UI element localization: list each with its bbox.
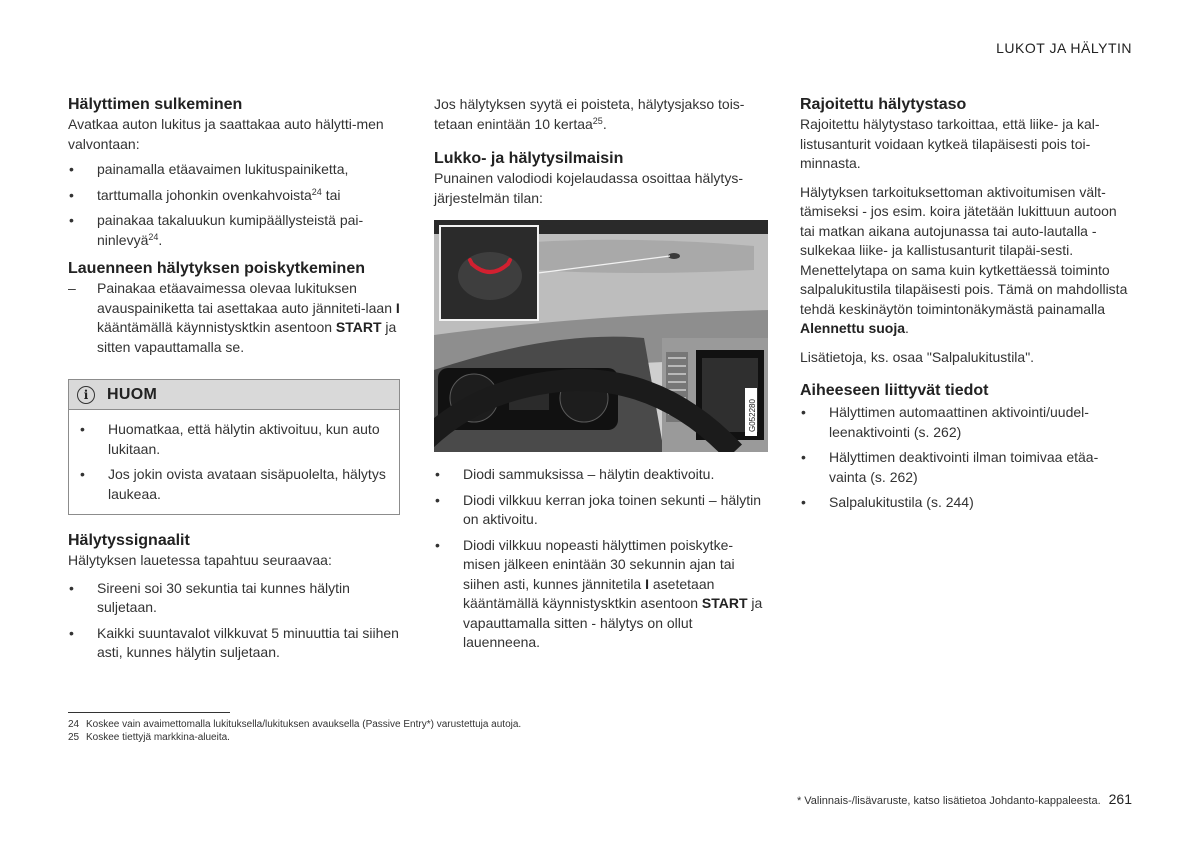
related-links-list xyxy=(800,403,1134,513)
column-middle xyxy=(434,95,768,659)
bullet-list xyxy=(68,160,400,250)
dashboard-illustration xyxy=(434,220,768,452)
bullet-list xyxy=(434,465,768,653)
related-link[interactable]: • Hälyttimen automaattinen aktivointi/uudel-leenaktivointi (s. 262) xyxy=(800,403,1134,442)
list-item: • Huomatkaa, että hälytin aktivoituu, kun auto lukitaan. xyxy=(79,420,387,459)
section-title-reduced-level: Rajoitettu hälytystaso xyxy=(800,96,967,113)
list-item: • Jos jokin ovista avataan sisäpuolelta, hälytys laukeaa. xyxy=(79,465,387,504)
section-intro: Hälytyksen lauetessa tapahtuu seuraavaa: xyxy=(68,552,332,568)
footnotes xyxy=(68,712,521,744)
info-icon: i xyxy=(77,386,95,404)
footnote: 25 Koskee tiettyjä markkina-alueita. xyxy=(68,732,230,743)
note-title: HUOM xyxy=(107,385,158,403)
footer-note: * Valinnais-/lisävaruste, katso lisätietoa Johdanto-kappaleesta. xyxy=(796,795,1101,807)
section-title-alarm-off: Hälyttimen sulkeminen xyxy=(68,96,243,113)
footnote-ref: 24 xyxy=(148,231,159,242)
related-link[interactable]: • Salpalukitustila (s. 244) xyxy=(800,493,1134,513)
section-title-related-info: Aiheeseen liittyvät tiedot xyxy=(800,382,989,399)
section-title-triggered-alarm-off: Lauenneen hälytyksen poiskytkeminen xyxy=(68,260,365,277)
list-item: • tarttumalla johonkin ovenkahvoista$^{24}$ tai xyxy=(68,186,400,206)
related-link[interactable]: • Hälyttimen deaktivointi ilman toimivaa etäa-vainta (s. 262) xyxy=(800,448,1134,487)
section-intro: Punainen valodiodi kojelaudassa osoittaa hälytys-järjestelmän tilan: xyxy=(434,170,743,206)
list-item: • Kaikki suuntavalot vilkkuvat 5 minuuttia tai siihen asti, kunnes hälytin suljetaan. xyxy=(68,624,400,663)
dash-step: – Painakaa etäavaimessa olevaa lukituksen avauspainiketta tai asettakaa auto jänniteti-laan I kääntämällä käynnistysktkin asentoon START ja sitten vapauttamalla se. xyxy=(68,280,400,355)
page-number: 261 xyxy=(1108,791,1132,807)
paragraph: Rajoitettu hälytystaso tarkoittaa, että liike- ja kal-listusanturit voidaan kytkeä tilapäisesti pois toi-minnasta. xyxy=(800,116,1100,171)
list-item: • Diodi vilkkuu nopeasti hälyttimen poiskytke-misen jälkeen enintään 30 sekunnin ajan tai siihen asti, kunnes jännitetila I asetetaan kääntämällä käynnistysktkin asentoon START ja vapauttamalla sitten - hälytys on ollut lauenneena. xyxy=(434,536,768,653)
page-footer xyxy=(797,791,1132,807)
footnote: 24 Koskee vain avaimettomalla lukituksella/lukituksen avauksella (Passive Entry*) varustettuja autoja. xyxy=(68,719,522,730)
bullet-list xyxy=(68,579,400,663)
footnote-ref: 25 xyxy=(592,115,603,126)
paragraph: Jos hälytyksen syytä ei poisteta, hälytysjakso tois-tetaan enintään 10 kertaa$^{25}$. xyxy=(434,96,745,132)
list-item: • Diodi sammuksissa – hälytin deaktivoitu. xyxy=(434,465,768,485)
paragraph: Hälytyksen tarkoituksettoman aktivoitumisen vält-tämiseksi - jos esim. koira jätetään lukittuun autoon tai matkan aikana autojunassa tai auto-lautalla - sulkekaa liike- ja kallistusanturit tilapäi-sesti. Menettelytapa on sama kuin kytkettäessä toiminto salpalukitustila tilapäisesti pois. Tämä on mahdollista tehdä keskinäytön toimintonäkymästä painamalla Alennettu suoja. xyxy=(800,183,1128,336)
footnote-rule xyxy=(68,712,230,713)
list-item: • Diodi vilkkuu kerran joka toinen sekunti – hälytin on aktivoitu. xyxy=(434,491,768,530)
figure-code: G052280 xyxy=(748,399,757,432)
note-body xyxy=(69,410,399,514)
note-header xyxy=(69,380,399,410)
list-item: • Sireeni soi 30 sekuntia tai kunnes hälytin suljetaan. xyxy=(68,579,400,618)
footnote-ref: 24 xyxy=(311,186,322,197)
list-item: • painamalla etäavaimen lukituspainiketta, xyxy=(68,160,400,180)
chapter-title: LUKOT JA HÄLYTIN xyxy=(996,40,1132,56)
section-title-alarm-signals: Hälytyssignaalit xyxy=(68,532,190,549)
column-left xyxy=(68,95,400,669)
note-box xyxy=(68,379,400,515)
section-title-lock-indicator: Lukko- ja hälytysilmaisin xyxy=(434,150,624,167)
speed-readout: 48 xyxy=(467,392,481,406)
list-item: • painakaa takaluukun kumipäällysteistä pai-ninlevyä$^{24}$. xyxy=(68,211,400,250)
paragraph: Lisätietoja, ks. osaa "Salpalukitustila". xyxy=(800,348,1035,365)
section-intro: Avatkaa auton lukitus ja saattakaa auto hälytti-men valvontaan: xyxy=(68,116,384,152)
column-right xyxy=(800,95,1134,519)
